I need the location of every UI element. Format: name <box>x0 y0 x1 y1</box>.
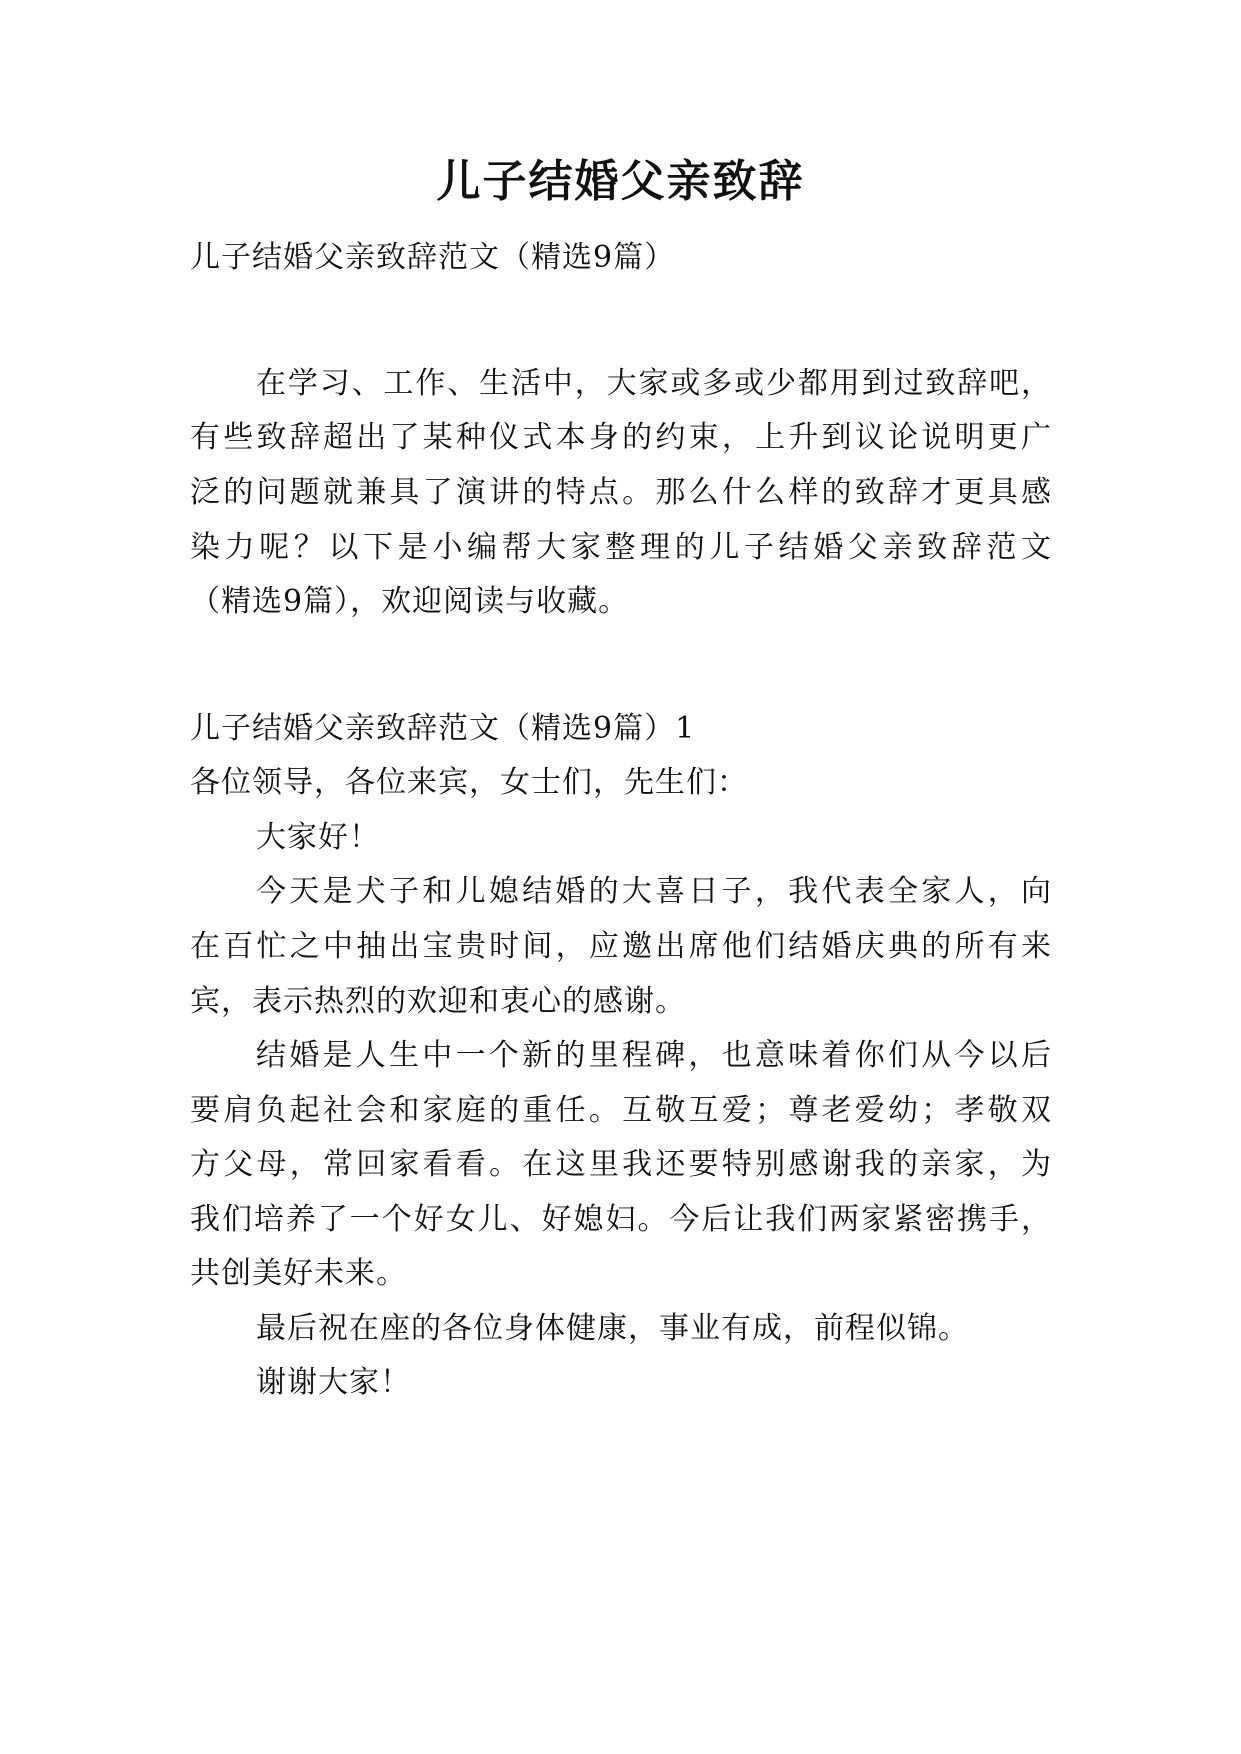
para1-line-3: 宾，表示热烈的欢迎和衷心的感谢。 <box>190 984 686 1019</box>
para2-line-4: 我们培养了一个好女儿、好媳妇。今后让我们两家紧密携手， <box>190 1202 1052 1237</box>
para1-line-2: 在百忙之中抽出宝贵时间，应邀出席他们结婚庆典的所有来 <box>190 929 1052 964</box>
closing-line: 最后祝在座的各位身体健康，事业有成，前程似锦。 <box>256 1311 969 1346</box>
document-title: 儿子结婚父亲致辞 <box>436 156 805 207</box>
thanks-line: 谢谢大家！ <box>256 1365 411 1400</box>
section-heading: 儿子结婚父亲致辞范文（精选9篇）1 <box>190 711 696 746</box>
para2-line-5: 共创美好未来。 <box>190 1256 407 1291</box>
para1-line-1: 今天是犬子和儿媳结婚的大喜日子，我代表全家人，向 <box>256 874 1052 909</box>
para2-line-3: 方父母，常回家看看。在这里我还要特别感谢我的亲家，为 <box>190 1147 1052 1182</box>
intro-line-4: 染力呢？以下是小编帮大家整理的儿子结婚父亲致辞范文 <box>190 530 1052 565</box>
para2-line-2: 要肩负起社会和家庭的重任。互敬互爱；尊老爱幼；孝敬双 <box>190 1093 1052 1128</box>
document-subtitle: 儿子结婚父亲致辞范文（精选9篇） <box>190 240 676 275</box>
intro-line-5: （精选9篇），欢迎阅读与收藏。 <box>190 584 630 619</box>
intro-line-2: 有些致辞超出了某种仪式本身的约束，上升到议论说明更广 <box>190 420 1052 455</box>
hello-line: 大家好！ <box>256 820 380 855</box>
para2-line-1: 结婚是人生中一个新的里程碑，也意味着你们从今以后 <box>256 1038 1052 1073</box>
intro-line-3: 泛的问题就兼具了演讲的特点。那么什么样的致辞才更具感 <box>190 475 1052 510</box>
greeting: 各位领导，各位来宾，女士们，先生们： <box>190 765 748 800</box>
intro-line-1: 在学习、工作、生活中，大家或多或少都用到过致辞吧， <box>256 366 1052 401</box>
